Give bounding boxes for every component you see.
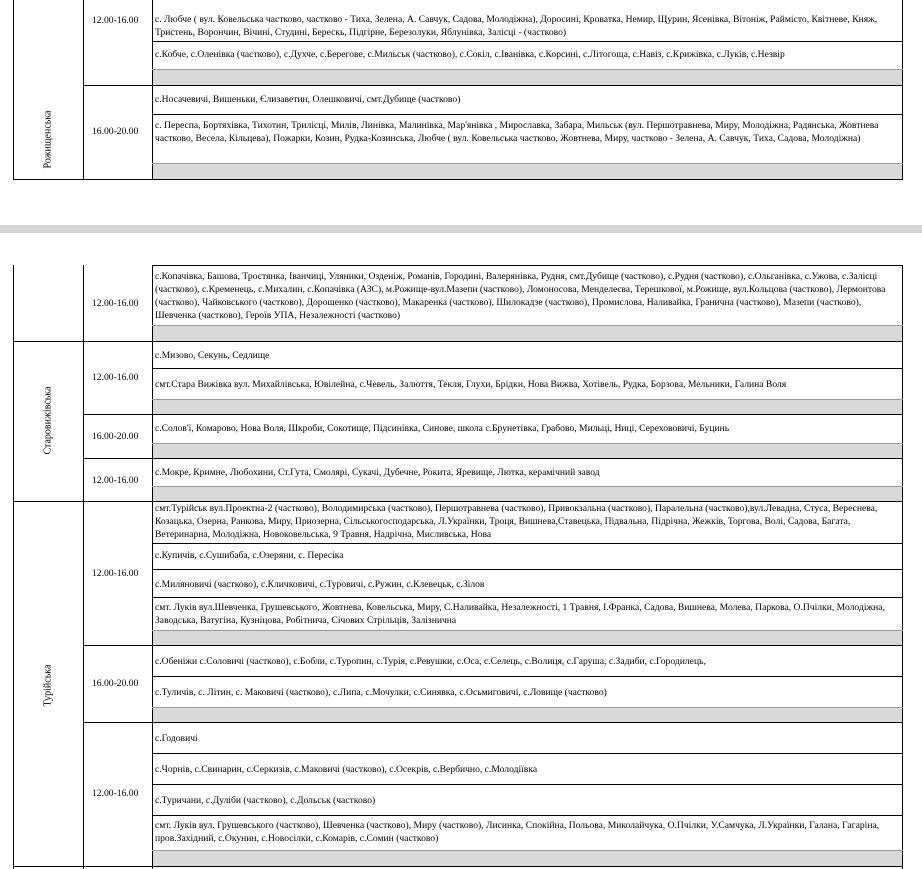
time-slot: 12.00-16.00 [92, 568, 139, 579]
settlement-list: с.Обеніжи с.Соловичі (частково), с.Бобли, с.Туропин, с.Турія, с.Ревушки, с.Оса, с.Селець, с.Волиця, с.Гаруша, с.Задиби, с.Городилець, [155, 656, 706, 667]
time-slot: 12.00-16.00 [92, 298, 139, 309]
settlement-list: с.Кобче, с.Оленівка (частково), с.Духче, с.Берегове, с.Мильськ (частково), с.Сокіл, с.Іванівка, с.Корсині, с.Літогоща, с.Навіз, с.Крижівка, с.Луків, с.Незвір [155, 49, 785, 60]
settlement-list: смт.Стара Вижівка вул. Михайлівська, Ювілейна, с.Чевель, Залюття, Текля, Глухи, Брідки, Нова Вижва, Хотівель, Рудка, Борзова, Мельники, Галина Воля [155, 379, 787, 390]
settlement-list: с. Любче ( вул. Ковельська частково, частково - Тиха, Зелена, А. Савчук, Садова, Молодіжна), Доросині, Кроватка, Немир, Щурин, Ясенівка, Вітоніж, Раймісто, Квітневе, Княж, Тристень, Ворончин, Вічині, Студині, Берескь, Підгірне, Березолуки, Яблунівка, Залісці - (частково) [155, 14, 878, 38]
settlement-list: смт. Луків вул. Грушевського (частково), Шевченка (частково), Миру (частково), Лисинка, Спокійна, Польова, Миколайчука, О.Пчілки, У.Самчука, Л.Українки, Галана, Гагаріна, пров.Західний, с.Окунин, с.Новосілки, с.Комарів, с.Сомин (частково) [155, 820, 880, 844]
time-slot: 12.00-16.00 [92, 475, 139, 486]
page-separator [0, 225, 922, 233]
settlement-list: смт.Турійськ вул.Проектна-2 (частково), Володимирська (частково), Першотравнева (частково), Привокзальна (частково), Паралельна (частково),вул.Левадна, Стуса, Вереснева, Козацька, Озерна, Ранкова, Миру, Приозерна, Сільськогосподарська, Л.Українки, Троця, Вишнева,Ставецька, Підвальна, Підрічна, Жежків, Торгова, Волі, Садова, Багата, Ветеринарна, Молодіжна, Новоковельська, 9 Травня, Надрічна, Мисливська, Нова [155, 503, 878, 540]
time-slot: 16.00-20.00 [92, 678, 139, 689]
time-slot: 12.00-16.00 [92, 788, 139, 799]
time-slot: 16.00-20.00 [92, 431, 139, 442]
settlement-list: с.Туличів, с. Літин, с. Маковичі (частково), с.Липа, с.Мочулки, с.Синявка, с.Осьмиговичі, с.Ловище (частково) [155, 687, 607, 698]
settlement-list: с.Купичів, с.Сушибаба, с.Озеряни, с. Пересіка [155, 550, 344, 561]
time-slot: 16.00-20.00 [92, 126, 139, 137]
settlement-list: с.Солов'ї, Комарово, Нова Воля, Шкроби, Сокотище, Підсинівка, Синове, школа с.Брунетівка, Грабово, Мильці, Ниці, Серехововичі, Буцинь [155, 423, 730, 434]
settlement-list: с.Носачевичі, Вишеньки, Єлизаветин, Олешковичі, смт.Дубище (частково) [155, 94, 461, 105]
settlement-list: с.Годовичі [155, 733, 198, 744]
settlement-list: смт. Луків вул.Шевченка, Грушевського, Жовтнева, Ковельська, Миру, С.Наливайка, Незалежності, 1 Травня, І.Франка, Садова, Вишнева, Молева, Паркова, О.Пчілки, Молодіжна, Заводська, Ватугіна, Кузніцова, Робітнича, Січових Стрільців, Залізнична [155, 602, 885, 626]
settlement-list: с.Миляновичі (частково), с.Кличковичі, с.Туровичі, с.Ружин, с.Клевецьк, с.Зілов [155, 579, 485, 590]
settlement-list: с. Переспа, Бортяхівка, Тихотин, Трилісці, Милів, Линівка, Малинівка, Мар'янівка , Мирославка, Забара, Мильськ (вул. Першотравнева, Миру, Молодіжна, Радянська, Жовтнева частково, Весела, Кільцева), Пожарки, Козин, Рудка-Козинська, Любче ( вул. Ковельська частково, Жовтнева, Миру, частково - Зелена, А. Савчук, Тиха, Садова, Молодіжна) [155, 120, 879, 144]
settlement-list: с.Чорнів, с.Свинарин, с.Серкизів, с.Маковичі (частково), с.Осекрів, с.Вербично, с.Молодіївка [155, 764, 538, 775]
settlement-list: с.Копачівка, Башова, Тростянка, Іванчиці, Уляники, Озденіж, Романів, Городині, Валерянівка, Рудня, смт.Дубище (частково), с.Рудня (частково), с.Ольганівка, с.Ужова, с.Залісці (частково), с.Кременець, с.Михалин, с.Копачівка (АЗС), м.Рожище-вул.Мазепи (частково), Ломоносова, Менделеєва, Терешкової, м.Рожище, вул.Кольцова (частково), Лермонтова (частково), Чайковського (частково), Дорошенко (частково), Макаренка (частково), Шилокадзе (частково), Промислова, Наливайка, Гранична (частково), Мазепи (частково), Шевченка (частково), Героїв УПА, Незалежності (частково) [155, 271, 886, 321]
district-label-starovyzhivska: Старовижівська [42, 386, 54, 455]
district-label-turiiska: Турійська [42, 664, 54, 707]
settlement-list: с.Мокре, Кримне, Любохини, Ст.Гута, Смолярі, Сукачі, Дубечне, Рокита, Яревище, Лютка, керамічний завод [155, 467, 600, 478]
settlement-list: с.Туричани, с.Дуліби (частково), с.Дольськ (частково) [155, 795, 376, 806]
district-label-rozhyshche: Рожищенська [42, 110, 54, 169]
time-slot: 12.00-16.00 [92, 15, 139, 26]
time-slot: 12.00-16.00 [92, 372, 139, 383]
settlement-list: с.Мизово, Секунь, Седлище [155, 350, 270, 361]
